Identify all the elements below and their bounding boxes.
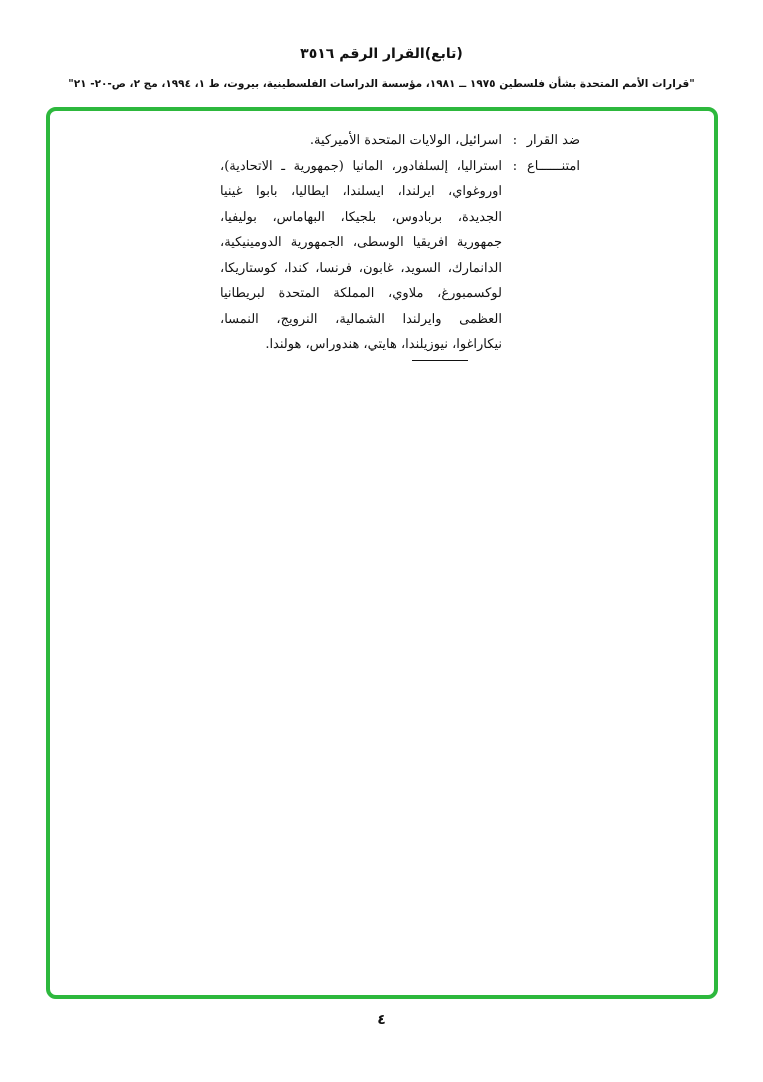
vote-abstain-separator: : [512,158,518,174]
vote-against-row [220,128,580,154]
vote-abstain-row [220,154,580,358]
page-header-title: (تابع)القرار الرقم ٣٥١٦ [300,46,463,62]
page-number: ٤ [377,1012,386,1028]
vote-abstain-label: امتنــــــاع [527,158,580,174]
vote-record [220,128,580,361]
end-rule-divider [412,360,468,361]
vote-against-countries: اسرائيل، الولايات المتحدة الأميركية. [309,133,502,148]
vote-against-separator: : [512,133,518,148]
vote-against-label: ضد القرار [526,133,580,148]
vote-abstain-countries: استراليا، إلسلفادور، المانيا (جمهورية ـ الاتحادية)، اوروغواي، ايرلندا، ايسلندا، ايطاليا، بابوا غينيا الجديدة، بربادوس، بلجيكا، البهاماس، بوليفيا، جمهورية افريقيا الوسطى، الجمهورية الدومينيكية، الدانمارك، السويد، غابون، فرنسا، كندا، كوستاريكا، لوكسمبورغ، ملاوي، المملكة المتحدة لبريطانيا العظمى وايرلندا الشمالية، النرويج، النمسا، نيكاراغوا، نيوزيلندا، هايتي، هندوراس، هولندا. [220,158,502,352]
source-citation: "قرارات الأمم المتحدة بشأن فلسطين ١٩٧٥ ــ ١٩٨١، مؤسسة الدراسات الفلسطينية، بيروت، ط ١، ١٩٩٤، مج ٢، ص-٢٠- ٢١" [68,78,695,90]
